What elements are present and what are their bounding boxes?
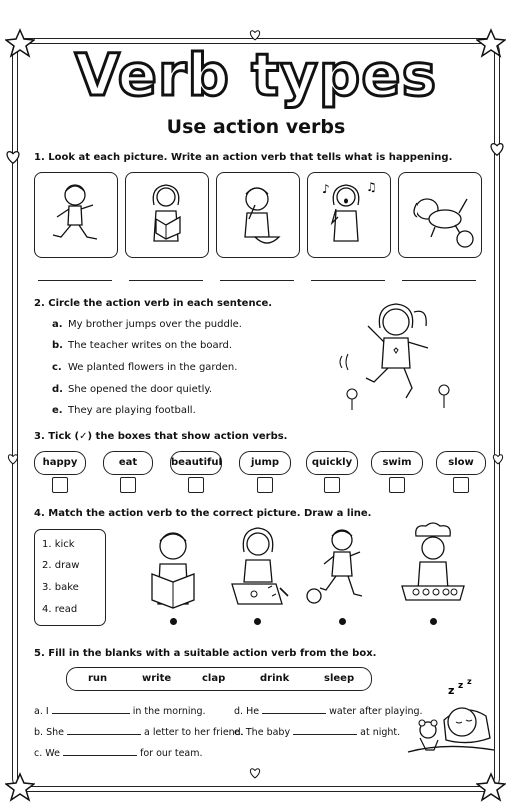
tick-checkbox[interactable] <box>389 477 405 493</box>
girl-reading-picture <box>125 172 209 258</box>
fill-sentence <box>34 725 244 738</box>
tick-checkbox[interactable] <box>120 477 136 493</box>
word-pill: jump <box>239 451 291 475</box>
answer-line[interactable] <box>311 280 385 281</box>
q4-instruction: 4. Match the action verb to the correct picture. Draw a line. <box>34 508 372 519</box>
answer-line[interactable] <box>129 280 203 281</box>
answer-line[interactable] <box>402 280 476 281</box>
fill-sentence-end: for our team. <box>140 748 203 759</box>
fill-sentence-start: d. He <box>234 706 260 717</box>
sentence-letter: a. <box>52 319 63 330</box>
match-dot[interactable] <box>339 618 346 625</box>
boy-kicking-picture <box>306 524 364 610</box>
word-pill: slow <box>436 451 486 475</box>
word-bank-item: write <box>142 673 172 684</box>
heart-icon <box>491 452 505 466</box>
tick-checkbox[interactable] <box>324 477 340 493</box>
fill-sentence-start: b. She <box>34 727 64 738</box>
match-verb[interactable]: 2. draw <box>42 560 80 571</box>
tick-checkbox[interactable] <box>453 477 469 493</box>
page-subtitle: Use action verbs <box>166 116 346 138</box>
fill-sentence <box>34 746 203 759</box>
answer-line[interactable] <box>38 280 112 281</box>
girl-drawing-picture <box>228 524 292 610</box>
boy-eating-icon <box>227 179 289 251</box>
word-pill: quickly <box>306 451 358 475</box>
sentence-text: They are playing football. <box>68 405 196 416</box>
sentence-item[interactable] <box>52 384 212 395</box>
girl-reading-icon <box>136 179 198 251</box>
fill-sentence <box>234 704 423 717</box>
match-verb[interactable]: 1. kick <box>42 539 75 550</box>
sentence-text: My brother jumps over the puddle. <box>68 319 242 330</box>
sentence-letter: b. <box>52 340 63 351</box>
sentence-item[interactable] <box>52 340 232 351</box>
fill-sentence-end: at night. <box>360 727 401 738</box>
heart-icon <box>247 28 263 42</box>
boy-eating-picture <box>216 172 300 258</box>
page-title: Verb types <box>74 41 438 109</box>
word-pill: eat <box>103 451 153 475</box>
q3-instruction: 3. Tick (✓) the boxes that show action verbs. <box>34 431 288 442</box>
fill-sentence-start: c. We <box>34 748 60 759</box>
match-dot[interactable] <box>170 618 177 625</box>
fill-sentence-end: water after playing. <box>329 706 423 717</box>
q5-instruction: 5. Fill in the blanks with a suitable action verb from the box. <box>34 648 377 659</box>
match-dot[interactable] <box>254 618 261 625</box>
svg-text:♫: ♫ <box>366 180 377 194</box>
word-bank-item: run <box>88 673 108 684</box>
answer-line[interactable] <box>220 280 294 281</box>
boy-running-icon <box>45 179 107 251</box>
girl-singing-icon <box>318 179 380 251</box>
tick-checkbox[interactable] <box>257 477 273 493</box>
baby-sleeping-illustration <box>404 677 496 760</box>
word-pill: beautiful <box>170 451 222 475</box>
child-baking-picture <box>398 520 468 610</box>
sentence-text: We planted flowers in the garden. <box>68 362 238 373</box>
match-verb[interactable]: 4. read <box>42 604 78 615</box>
boy-running-picture <box>34 172 118 258</box>
sentence-item[interactable] <box>52 405 196 416</box>
fill-blank[interactable] <box>52 704 130 714</box>
q2-instruction: 2. Circle the action verb in each sentence. <box>34 298 273 309</box>
tick-checkbox[interactable] <box>52 477 68 493</box>
heart-icon <box>247 766 263 780</box>
fill-sentence-start: e. The baby <box>234 727 291 738</box>
word-pill: swim <box>371 451 423 475</box>
fill-sentence <box>234 725 400 738</box>
tick-checkbox[interactable] <box>188 477 204 493</box>
sentence-letter: d. <box>52 384 63 395</box>
sentence-item[interactable] <box>52 319 242 330</box>
sentence-item[interactable] <box>52 362 237 373</box>
svg-text:♪: ♪ <box>322 182 330 196</box>
heart-icon <box>6 452 20 466</box>
boy-reading-picture <box>144 524 202 610</box>
word-bank-item: clap <box>202 673 226 684</box>
q1-instruction: 1. Look at each picture. Write an action verb that tells what is happening. <box>34 152 453 163</box>
svg-text:z: z <box>458 681 464 691</box>
sentence-letter: e. <box>52 405 63 416</box>
fill-sentence-start: a. I <box>34 706 49 717</box>
sentence-text: She opened the door quietly. <box>68 384 213 395</box>
heart-icon <box>4 148 22 166</box>
fill-blank[interactable] <box>63 746 137 756</box>
match-dot[interactable] <box>430 618 437 625</box>
word-pill: happy <box>34 451 86 475</box>
girl-jumping-illustration <box>336 298 462 416</box>
fill-blank[interactable] <box>293 725 357 735</box>
fill-sentence-end: a letter to her friend. <box>144 727 244 738</box>
fill-blank[interactable] <box>67 725 141 735</box>
fill-sentence-end: in the morning. <box>132 706 206 717</box>
svg-text:z: z <box>448 684 455 697</box>
star-corner-icon <box>476 772 506 802</box>
match-verb[interactable]: 3. bake <box>42 582 79 593</box>
word-bank-item: drink <box>260 673 290 684</box>
sentence-text: The teacher writes on the board. <box>68 340 233 351</box>
girl-singing-picture <box>307 172 391 258</box>
fill-sentence <box>34 704 206 717</box>
word-bank-item: sleep <box>324 673 355 684</box>
fill-blank[interactable] <box>262 704 326 714</box>
heart-icon <box>488 140 506 158</box>
dog-playing-ball-picture <box>398 172 482 258</box>
sentence-letter: c. <box>52 362 62 373</box>
svg-text:z: z <box>467 677 472 686</box>
dog-icon <box>405 179 477 251</box>
star-corner-icon <box>5 772 35 802</box>
